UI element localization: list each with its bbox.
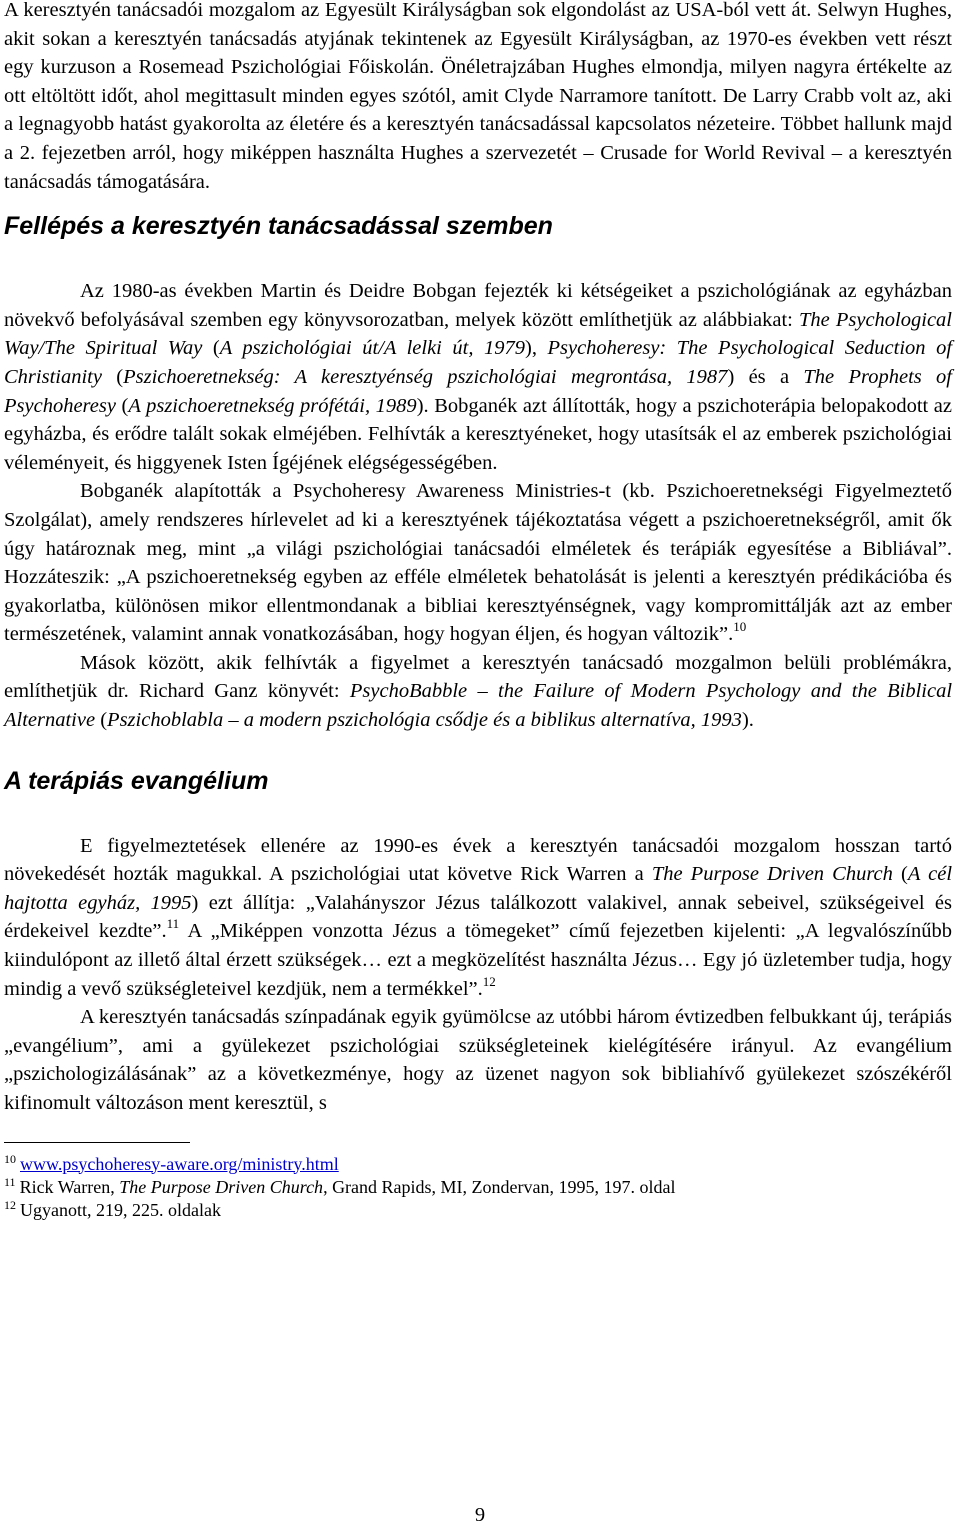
paragraph-bobgan [4, 277, 952, 477]
paragraph-psychoheresy-ministries [4, 477, 952, 649]
page-number: 9 [474, 1504, 486, 1526]
text: ) és a [727, 365, 804, 388]
paragraph-ganz [4, 649, 952, 735]
book-title-translation: A pszichológiai út/A lelki út, 1979 [219, 337, 525, 360]
text: Bobganék alapították a Psychoheresy Awareness Ministries-t (kb. Pszichoeretnekségi Figyelmeztető Szolgálat), amely rendszeres hírlevelet ad ki a keresztyének tájékoztatása végett a pszichoeretnekségről, amit ők úgy határoznak meg, mint „a világi pszichológiai tanácsadói elméletek és terápiák egyesítése a Bibliával”. Hozzáteszik: „A pszichoeretnekség egyben az efféle elméletek behatolását is jelenti a keresztyén prédikációba és gyakorlatba, különösen mikor ellentmondanak a bibliai keresztyénségnek, vagy kompromittálják azt az ember természetének, valamint annak vonatkozásában, hogy hogyan éljen, és hogyan változik”. [4, 480, 952, 646]
book-title-translation: Pszichoblabla – a modern pszichológia csődje és a biblikus alternatíva, 1993 [107, 709, 742, 732]
paragraph-uk-movement: A keresztyén tanácsadói mozgalom az Egyesült Királyságban sok elgondolást az USA-ból vett át. Selwyn Hughes, akit sokan a keresztyén tanácsadás atyjának tekintenek az Egyesült Királyságban, az 1970-es években vett részt egy kurzuson a Rosemead Pszichológiai Főiskolán. Önéletrajzában Hughes elmondja, milyen nagyra értékelte az ott eltöltött időt, ahol megittasult minden egyes szótól, amit Clyde Narramore tanított. De Larry Crabb volt az, aki a legnagyobb hatást gyakorolta az életére és a keresztyén tanácsadással kapcsolatos nézeteire. Többet hallunk majd a 2. fejezetben arról, hogy miképpen használta Hughes a szervezetét – Crusade for World Revival – a keresztyén tanácsadás támogatására. [4, 0, 952, 193]
section-heading-opposition: Fellépés a keresztyén tanácsadással szemben [4, 212, 553, 241]
text: E figyelmeztetések ellenére az 1990-es évek a keresztyén tanácsadói mozgalom hosszan tartó növekedését hozták magukkal. A pszichológiai utat követve Rick Warren a [4, 834, 952, 886]
footnote-ref-11[interactable]: 11 [166, 916, 180, 932]
paragraph-therapeutic-gospel: A keresztyén tanácsadás színpadának egyik gyümölcse az utóbbi három évtizedben felbukkant új, terápiás „evangélium”, ami a gyülekezet pszichológiai szükségleteinek kielégítésére irányul. Az evangélium „pszichologizálásának” az a következménye, hogy az üzenet nagyon sok bibliahívő gyülekezet szószékéről kifinomult változáson ment keresztül, s [4, 1006, 952, 1114]
text: ), [525, 337, 548, 360]
text: ( [202, 337, 220, 360]
footnote-11 [4, 1176, 952, 1199]
footnote-ref-12[interactable]: 12 [482, 973, 496, 989]
text: ) ezt állítja: „Valahányszor Jézus találkozott valakivel, annak sebeivel, szükségeivel és érdekeivel kezdte”. [4, 891, 952, 943]
book-title: The Purpose Driven Church [651, 863, 893, 886]
footnote-link[interactable]: www.psychoheresy-aware.org/ministry.html [20, 1153, 339, 1174]
text: ). Bobganék azt állították, hogy a pszichoterápia belopakodott az egyházba, és erődre talált sokak elméjében. Felhívták a keresztyéneket, hogy utasítsák el az emberek pszichológiai véleményeit, és higgyenek Isten Ígéjének elégségességében. [4, 394, 953, 474]
book-title: PsychoBabble – the Failure of Modern Psychology and the Biblical Alternative [4, 680, 953, 732]
book-title: The Prophets of Psychoheresy [4, 365, 952, 417]
text: Az 1980-as években Martin és Deidre Bobgan fejezték ki kétségeiket a pszichológiának az egyházban növekvő befolyásával szemben egy könyvsorozatban, melyek között említhetjük az alábbiakat: [4, 280, 952, 331]
text: ( [101, 365, 124, 388]
text: ( [892, 863, 908, 886]
text: Ugyanott, 219, 225. oldalak [20, 1199, 221, 1220]
book-title: The Psychological Way/The Spiritual Way [4, 308, 952, 360]
book-title: Psychoheresy: The Psychological Seduction of Christianity [4, 337, 953, 388]
footnote-10 [4, 1153, 952, 1176]
text: , Grand Rapids, MI, Zondervan, 1995, 197. oldal [323, 1176, 676, 1197]
footnote-ref-10[interactable]: 10 [733, 619, 747, 635]
book-title-translation: A pszichoeretnekség prófétái, 1989 [128, 394, 417, 417]
section-heading-therapeutic-gospel: A terápiás evangélium [4, 766, 269, 795]
text: ). [741, 709, 754, 732]
book-title-translation: Pszichoeretnekség: A keresztyénség pszichológiai megrontása, 1987 [123, 365, 728, 388]
paragraph-rick-warren [4, 832, 952, 1004]
text: ( [115, 394, 129, 417]
text: A „Miképpen vonzotta Jézus a tömegeket” című fejezetben kijelenti: „A legvalószínűbb kiindulópont az illető által érzett szükségek… ezt a megközelítést használta Jézus… Egy jó üzletember tudja, hogy mindig a vevő szükségleteivel kezdjük, nem a termékkel”. [4, 920, 952, 1000]
book-title-translation: A cél hajtotta egyház, 1995 [4, 863, 953, 914]
footnote-number: 10 [4, 1151, 16, 1166]
text: Rick Warren, [19, 1176, 120, 1197]
footnotes [4, 1153, 952, 1222]
text: Mások között, akik felhívták a figyelmet a keresztyén tanácsadó mozgalmon belüli problémákra, említhetjük dr. Richard Ganz könyvét: [4, 651, 952, 703]
text: ( [95, 709, 108, 732]
footnote-12 [4, 1199, 952, 1222]
footnote-number: 12 [4, 1197, 16, 1212]
book-title: The Purpose Driven Church [119, 1176, 324, 1197]
document-page [4, 0, 952, 1222]
footnote-number: 11 [4, 1174, 16, 1189]
footnote-divider [4, 1142, 190, 1143]
